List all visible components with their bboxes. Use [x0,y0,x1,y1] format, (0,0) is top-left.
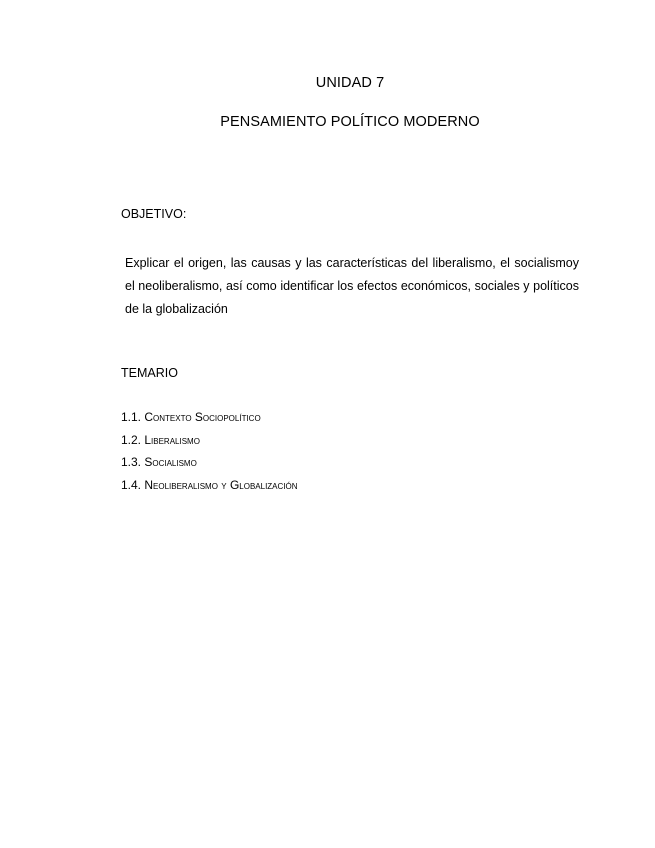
syllabus-item-title: Neoliberalismo y Globalización [144,477,298,492]
syllabus-item-number: 1.2. [121,432,142,447]
syllabus-item-sociopolitical-context [121,406,298,429]
syllabus-item-socialism [121,451,298,474]
unit-label: UNIDAD 7 [315,75,385,91]
syllabus-heading: TEMARIO [121,366,178,380]
syllabus-item-neoliberalism-globalization [121,474,298,497]
syllabus-item-number: 1.4. [121,477,142,492]
syllabus-item-liberalism [121,429,298,452]
objective-heading: OBJETIVO: [121,207,187,221]
syllabus-item-number: 1.3. [121,455,142,469]
document-title: PENSAMIENTO POLÍTICO MODERNO [220,114,480,130]
syllabus-item-title: Contexto Sociopolítico [144,410,261,424]
syllabus-list [121,406,298,496]
syllabus-item-title: Socialismo [144,455,197,469]
syllabus-item-number: 1.1. [121,410,142,424]
objective-text: Explicar el origen, las causas y las características del liberalismo, el socialismoy el neoliberalismo, así como identificar los efectos económicos, sociales y políticos de la globalización [125,256,579,316]
syllabus-item-title: Liberalismo [144,432,200,447]
